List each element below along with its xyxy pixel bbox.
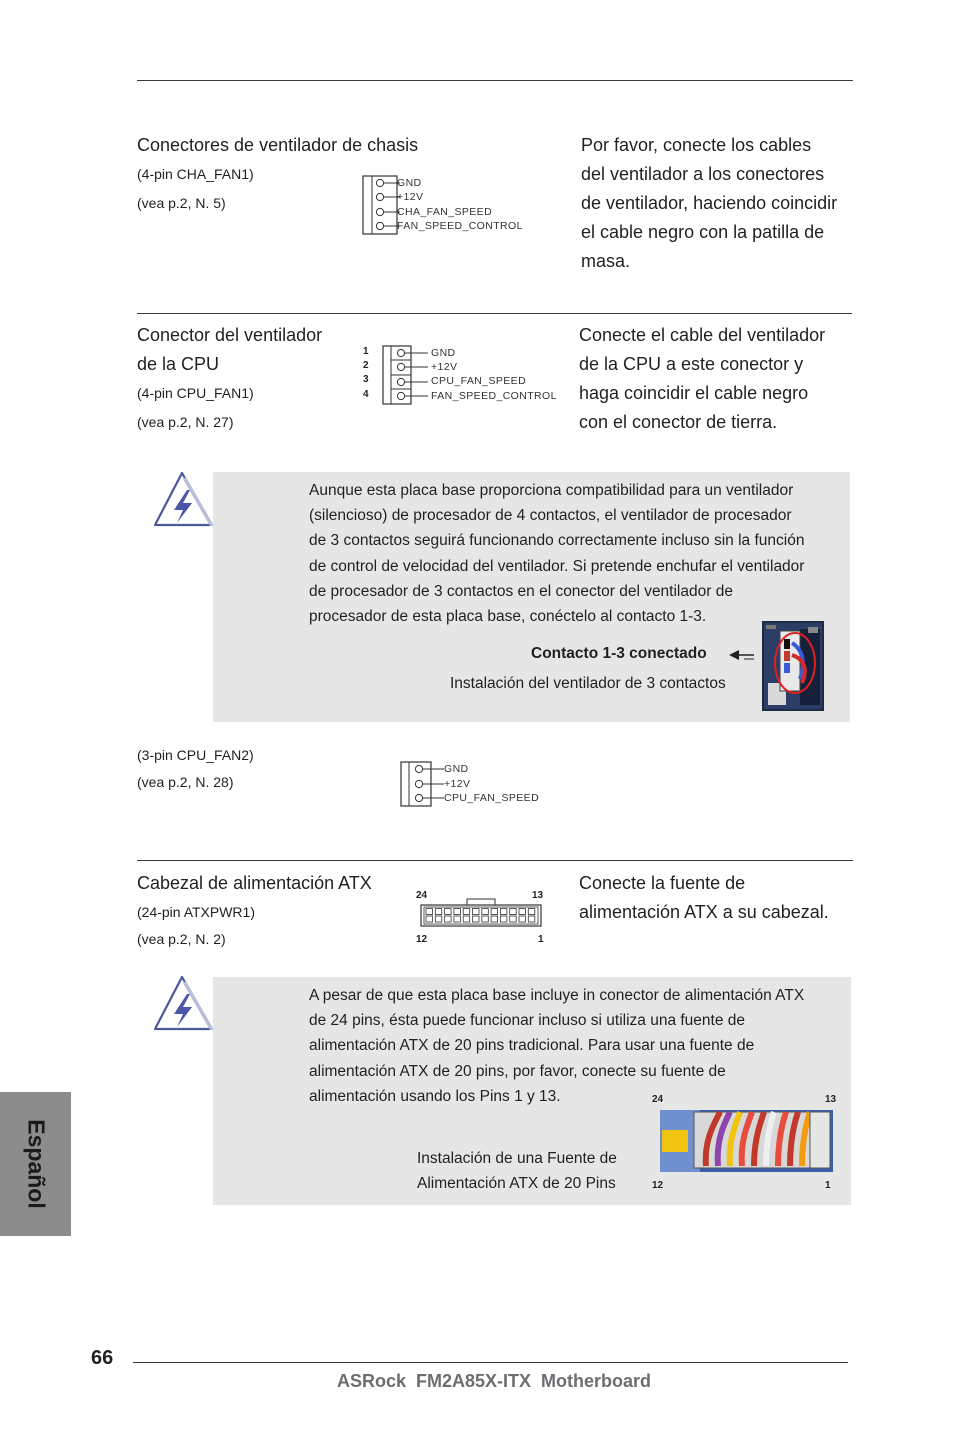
- cpu-pin-gnd: GND: [431, 347, 456, 359]
- atx-label-13: 13: [532, 890, 544, 901]
- atx-spec: (24-pin ATXPWR1): [137, 904, 255, 920]
- note-line: de control de velocidad del ventilador. Si pretende enchufar el ventilador: [309, 557, 805, 575]
- note2-text: [309, 983, 854, 1109]
- section-rule: [137, 313, 852, 314]
- pin-connected-label: Contacto 1-3 conectado: [531, 645, 707, 662]
- atx-pin: [500, 909, 507, 915]
- atx-pin: [463, 916, 470, 922]
- chassis-fan-connector-diagram: [362, 174, 402, 236]
- atx-pin: [463, 909, 470, 915]
- cpu-fan-title-line2: de la CPU: [137, 354, 220, 374]
- photo-label-12: 12: [652, 1180, 664, 1191]
- note-line: de 24 pins, ésta puede funcionar incluso si utiliza una fuente de: [309, 1012, 746, 1030]
- desc-line: masa.: [581, 251, 631, 271]
- atx-pin: [454, 909, 461, 915]
- note-line: procesador de esta placa base, conéctelo al contacto 1-3.: [309, 608, 707, 626]
- chassis-pin-speed: CHA_FAN_SPEED: [397, 206, 493, 218]
- atx-pin: [426, 916, 433, 922]
- atx-pin: [528, 916, 535, 922]
- section-rule: [137, 860, 853, 861]
- chassis-fan-description: [581, 131, 837, 276]
- note-line: A pesar de que esta placa base incluye in conector de alimentación ATX: [309, 987, 805, 1004]
- atx-pin: [454, 916, 461, 922]
- photo-label-24: 24: [652, 1094, 664, 1105]
- atx-pin: [435, 909, 442, 915]
- cpu-pin-number: 4: [363, 389, 369, 400]
- atx-pin: [519, 916, 526, 922]
- desc-line: Por favor, conecte los cables: [581, 135, 812, 155]
- footer-product: ASRock FM2A85X-ITX Motherboard: [337, 1371, 652, 1391]
- cpu-fan2-ref: (vea p.2, N. 28): [137, 774, 234, 790]
- cpu-fan2-spec: (3-pin CPU_FAN2): [137, 747, 254, 763]
- atx-pin: [510, 909, 517, 915]
- atx-description: [579, 869, 829, 927]
- atx-pin: [473, 909, 480, 915]
- atx-label-24: 24: [416, 890, 428, 901]
- note-line: de 3 contactos seguirá funcionando correctamente incluso sin la función: [309, 532, 805, 550]
- footer-rule: [133, 1362, 848, 1363]
- cpu2-pin-gnd: GND: [444, 763, 469, 775]
- note-line: Aunque esta placa base proporciona compatibilidad para un ventilador: [309, 482, 794, 499]
- atx-pin: [500, 916, 507, 922]
- desc-line: de ventilador, haciendo coincidir: [581, 193, 838, 213]
- atx-pin: [435, 916, 442, 922]
- desc-line: el cable negro con la patilla de: [581, 222, 825, 242]
- cpu-fan-spec: (4-pin CPU_FAN1): [137, 385, 254, 401]
- cpu2-pin-speed: CPU_FAN_SPEED: [444, 792, 540, 804]
- photo-label-1: 1: [825, 1180, 831, 1191]
- atx-pin: [445, 909, 452, 915]
- atx-pin: [426, 909, 433, 915]
- cpu-fan-title-line1: Conector del ventilador: [137, 325, 323, 345]
- cpu2-pin-12v: +12V: [444, 778, 471, 790]
- atx-pin: [445, 916, 452, 922]
- atx-pin: [491, 916, 498, 922]
- top-rule: [137, 80, 853, 81]
- atx-ref: (vea p.2, N. 2): [137, 931, 226, 947]
- atx-title: Cabezal de alimentación ATX: [137, 873, 372, 893]
- cpu-pin-number: 3: [363, 374, 369, 385]
- atx-pin: [528, 909, 535, 915]
- note-line: de procesador de 3 contactos en el conector del ventilador de: [309, 582, 733, 600]
- language-tab: [0, 1092, 71, 1236]
- cpu-pin-number: 2: [363, 360, 369, 371]
- atx-pin: [519, 909, 526, 915]
- warning-icon: [152, 974, 216, 1032]
- atx-power-photo: [660, 1110, 833, 1172]
- desc-line: Conecte la fuente de: [579, 873, 746, 893]
- desc-line: del ventilador a los conectores: [581, 164, 825, 184]
- note1-text: [309, 478, 854, 629]
- fan-install-caption: Instalación del ventilador de 3 contactos: [450, 675, 726, 692]
- page-number: 66: [91, 1347, 114, 1369]
- cpu-pin-number: 1: [363, 346, 369, 357]
- desc-line: con el conector de tierra.: [579, 412, 778, 432]
- chassis-pin-gnd: GND: [397, 177, 422, 189]
- chassis-fan-title: Conectores de ventilador de chasis: [137, 135, 419, 155]
- atx-label-1: 1: [538, 934, 544, 945]
- cpu-pin-12v: +12V: [431, 361, 458, 373]
- atx-install-caption: [417, 1146, 617, 1196]
- cpu-fan-description: [579, 321, 825, 437]
- desc-line: alimentación ATX a su cabezal.: [579, 902, 829, 922]
- desc-line: haga coincidir el cable negro: [579, 383, 809, 403]
- photo-label-13: 13: [825, 1094, 837, 1105]
- chassis-fan-ref: (vea p.2, N. 5): [137, 195, 226, 211]
- note-line: alimentación ATX de 20 pins tradicional. Para usar una fuente de: [309, 1037, 755, 1055]
- cpu-pin-control: FAN_SPEED_CONTROL: [431, 390, 557, 402]
- chassis-pin-12v: +12V: [397, 191, 424, 203]
- chassis-pin-control: FAN_SPEED_CONTROL: [397, 220, 523, 232]
- desc-line: Conecte el cable del ventilador: [579, 325, 826, 345]
- caption-line: Alimentación ATX de 20 Pins: [417, 1175, 616, 1192]
- fan-connector-photo: [762, 621, 824, 711]
- atx-pin: [473, 916, 480, 922]
- arrow-left-icon: [728, 648, 756, 662]
- atx-pin: [482, 916, 489, 922]
- cpu-fan2-connector-diagram: [400, 760, 446, 808]
- atx-pin: [491, 909, 498, 915]
- language-tab-label: Español: [23, 1119, 49, 1209]
- atx-connector-diagram: [420, 898, 544, 928]
- cpu-fan-ref: (vea p.2, N. 27): [137, 414, 234, 430]
- atx-pin: [510, 916, 517, 922]
- chassis-fan-spec: (4-pin CHA_FAN1): [137, 166, 254, 182]
- cpu-fan-connector-diagram: [382, 344, 430, 406]
- cpu-pin-speed: CPU_FAN_SPEED: [431, 375, 527, 387]
- cpu-fan-title: [137, 321, 322, 379]
- note-line: alimentación usando los Pins 1 y 13.: [309, 1087, 561, 1105]
- note-line: (silencioso) de procesador de 4 contactos, el ventilador de procesador: [309, 507, 792, 525]
- note-line: alimentación ATX de 20 pins, por favor, conecte su fuente de: [309, 1062, 726, 1080]
- atx-label-12: 12: [416, 934, 428, 945]
- warning-icon: [152, 470, 216, 528]
- caption-line: Instalación de una Fuente de: [417, 1150, 617, 1167]
- atx-pin: [482, 909, 489, 915]
- desc-line: de la CPU a este conector y: [579, 354, 804, 374]
